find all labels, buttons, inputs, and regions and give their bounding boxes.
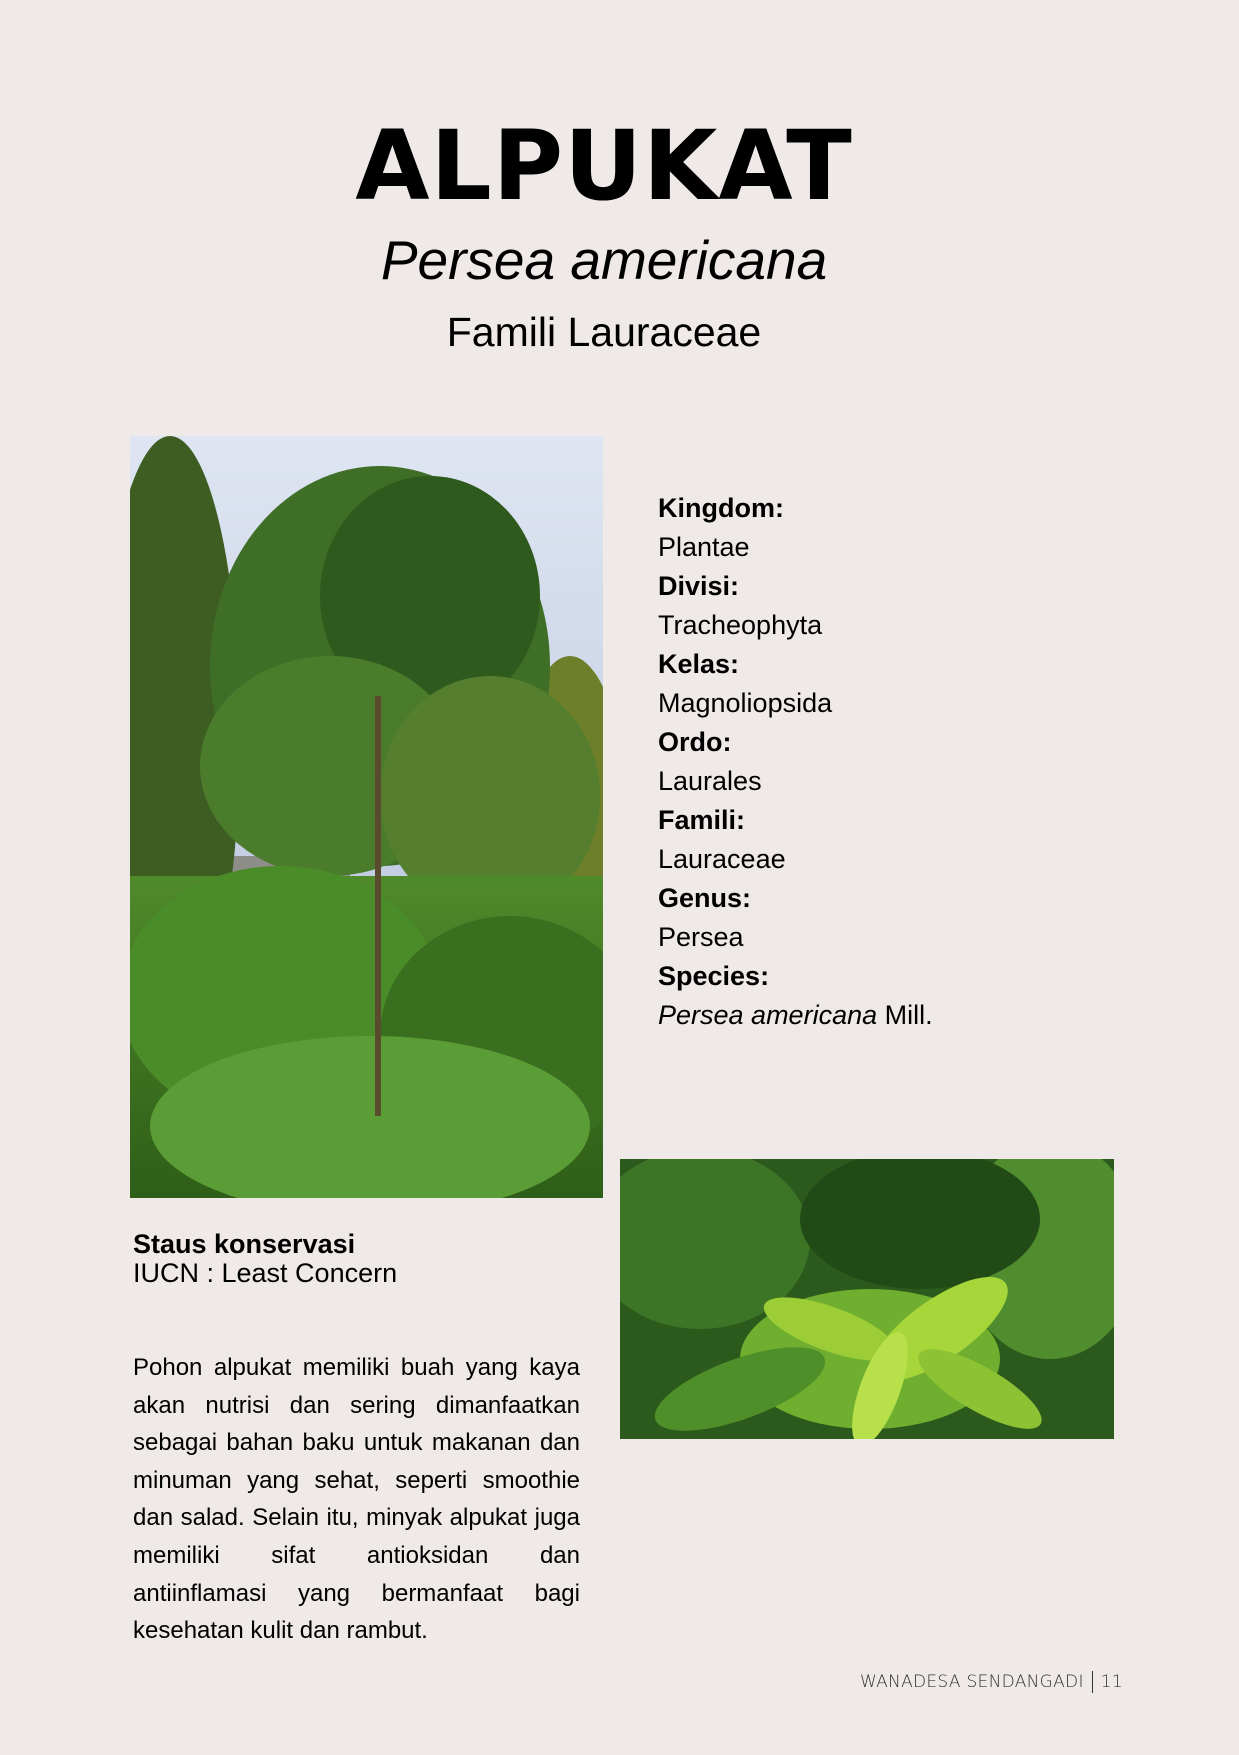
taxonomy-label-species: Species: bbox=[658, 961, 770, 991]
taxonomy-value-ordo: Laurales bbox=[658, 766, 762, 796]
conservation-label: Staus konservasi bbox=[133, 1229, 356, 1259]
conservation-status bbox=[133, 1230, 593, 1288]
taxonomy-label-kelas: Kelas: bbox=[658, 649, 740, 679]
description-paragraph: Pohon alpukat memiliki buah yang kaya akan nutrisi dan sering dimanfaatkan sebagai bahan baku untuk makanan dan minuman yang sehat, seperti smoothie dan salad. Selain itu, minyak alpukat juga memiliki sifat antioksidan dan antiinflamasi yang bermanfaat bagi kesehatan kulit dan rambut. bbox=[133, 1354, 580, 1645]
taxonomy-value-famili: Lauraceae bbox=[658, 844, 786, 874]
family-subtitle: Famili Lauraceae bbox=[446, 309, 762, 355]
page-title: ALPUKAT bbox=[355, 110, 853, 222]
taxonomy-value-genus: Persea bbox=[658, 922, 744, 952]
taxonomy-list bbox=[658, 489, 1138, 1035]
taxonomy-value-divisi: Tracheophyta bbox=[658, 610, 823, 640]
scientific-name: Persea americana bbox=[380, 229, 828, 291]
taxonomy-label-kingdom: Kingdom: bbox=[658, 493, 784, 523]
conservation-value: IUCN : Least Concern bbox=[133, 1258, 398, 1288]
page-number: 11 bbox=[1100, 1672, 1123, 1692]
page-footer bbox=[860, 1671, 1123, 1693]
taxonomy-value-kelas: Magnoliopsida bbox=[658, 688, 833, 718]
taxonomy-label-ordo: Ordo: bbox=[658, 727, 732, 757]
species-binomial: Persea americana bbox=[658, 1000, 878, 1030]
taxonomy-value-kingdom: Plantae bbox=[658, 532, 750, 562]
taxonomy-label-genus: Genus: bbox=[658, 883, 752, 913]
avocado-leaves-photo bbox=[620, 1159, 1114, 1439]
footer-divider bbox=[1092, 1671, 1093, 1693]
taxonomy-label-divisi: Divisi: bbox=[658, 571, 740, 601]
avocado-tree-photo bbox=[130, 436, 603, 1198]
publication-name: WANADESA SENDANGADI bbox=[859, 1672, 1084, 1692]
taxonomy-value-species bbox=[658, 996, 1138, 1035]
taxonomy-label-famili: Famili: bbox=[658, 805, 746, 835]
species-author: Mill. bbox=[877, 1000, 933, 1030]
